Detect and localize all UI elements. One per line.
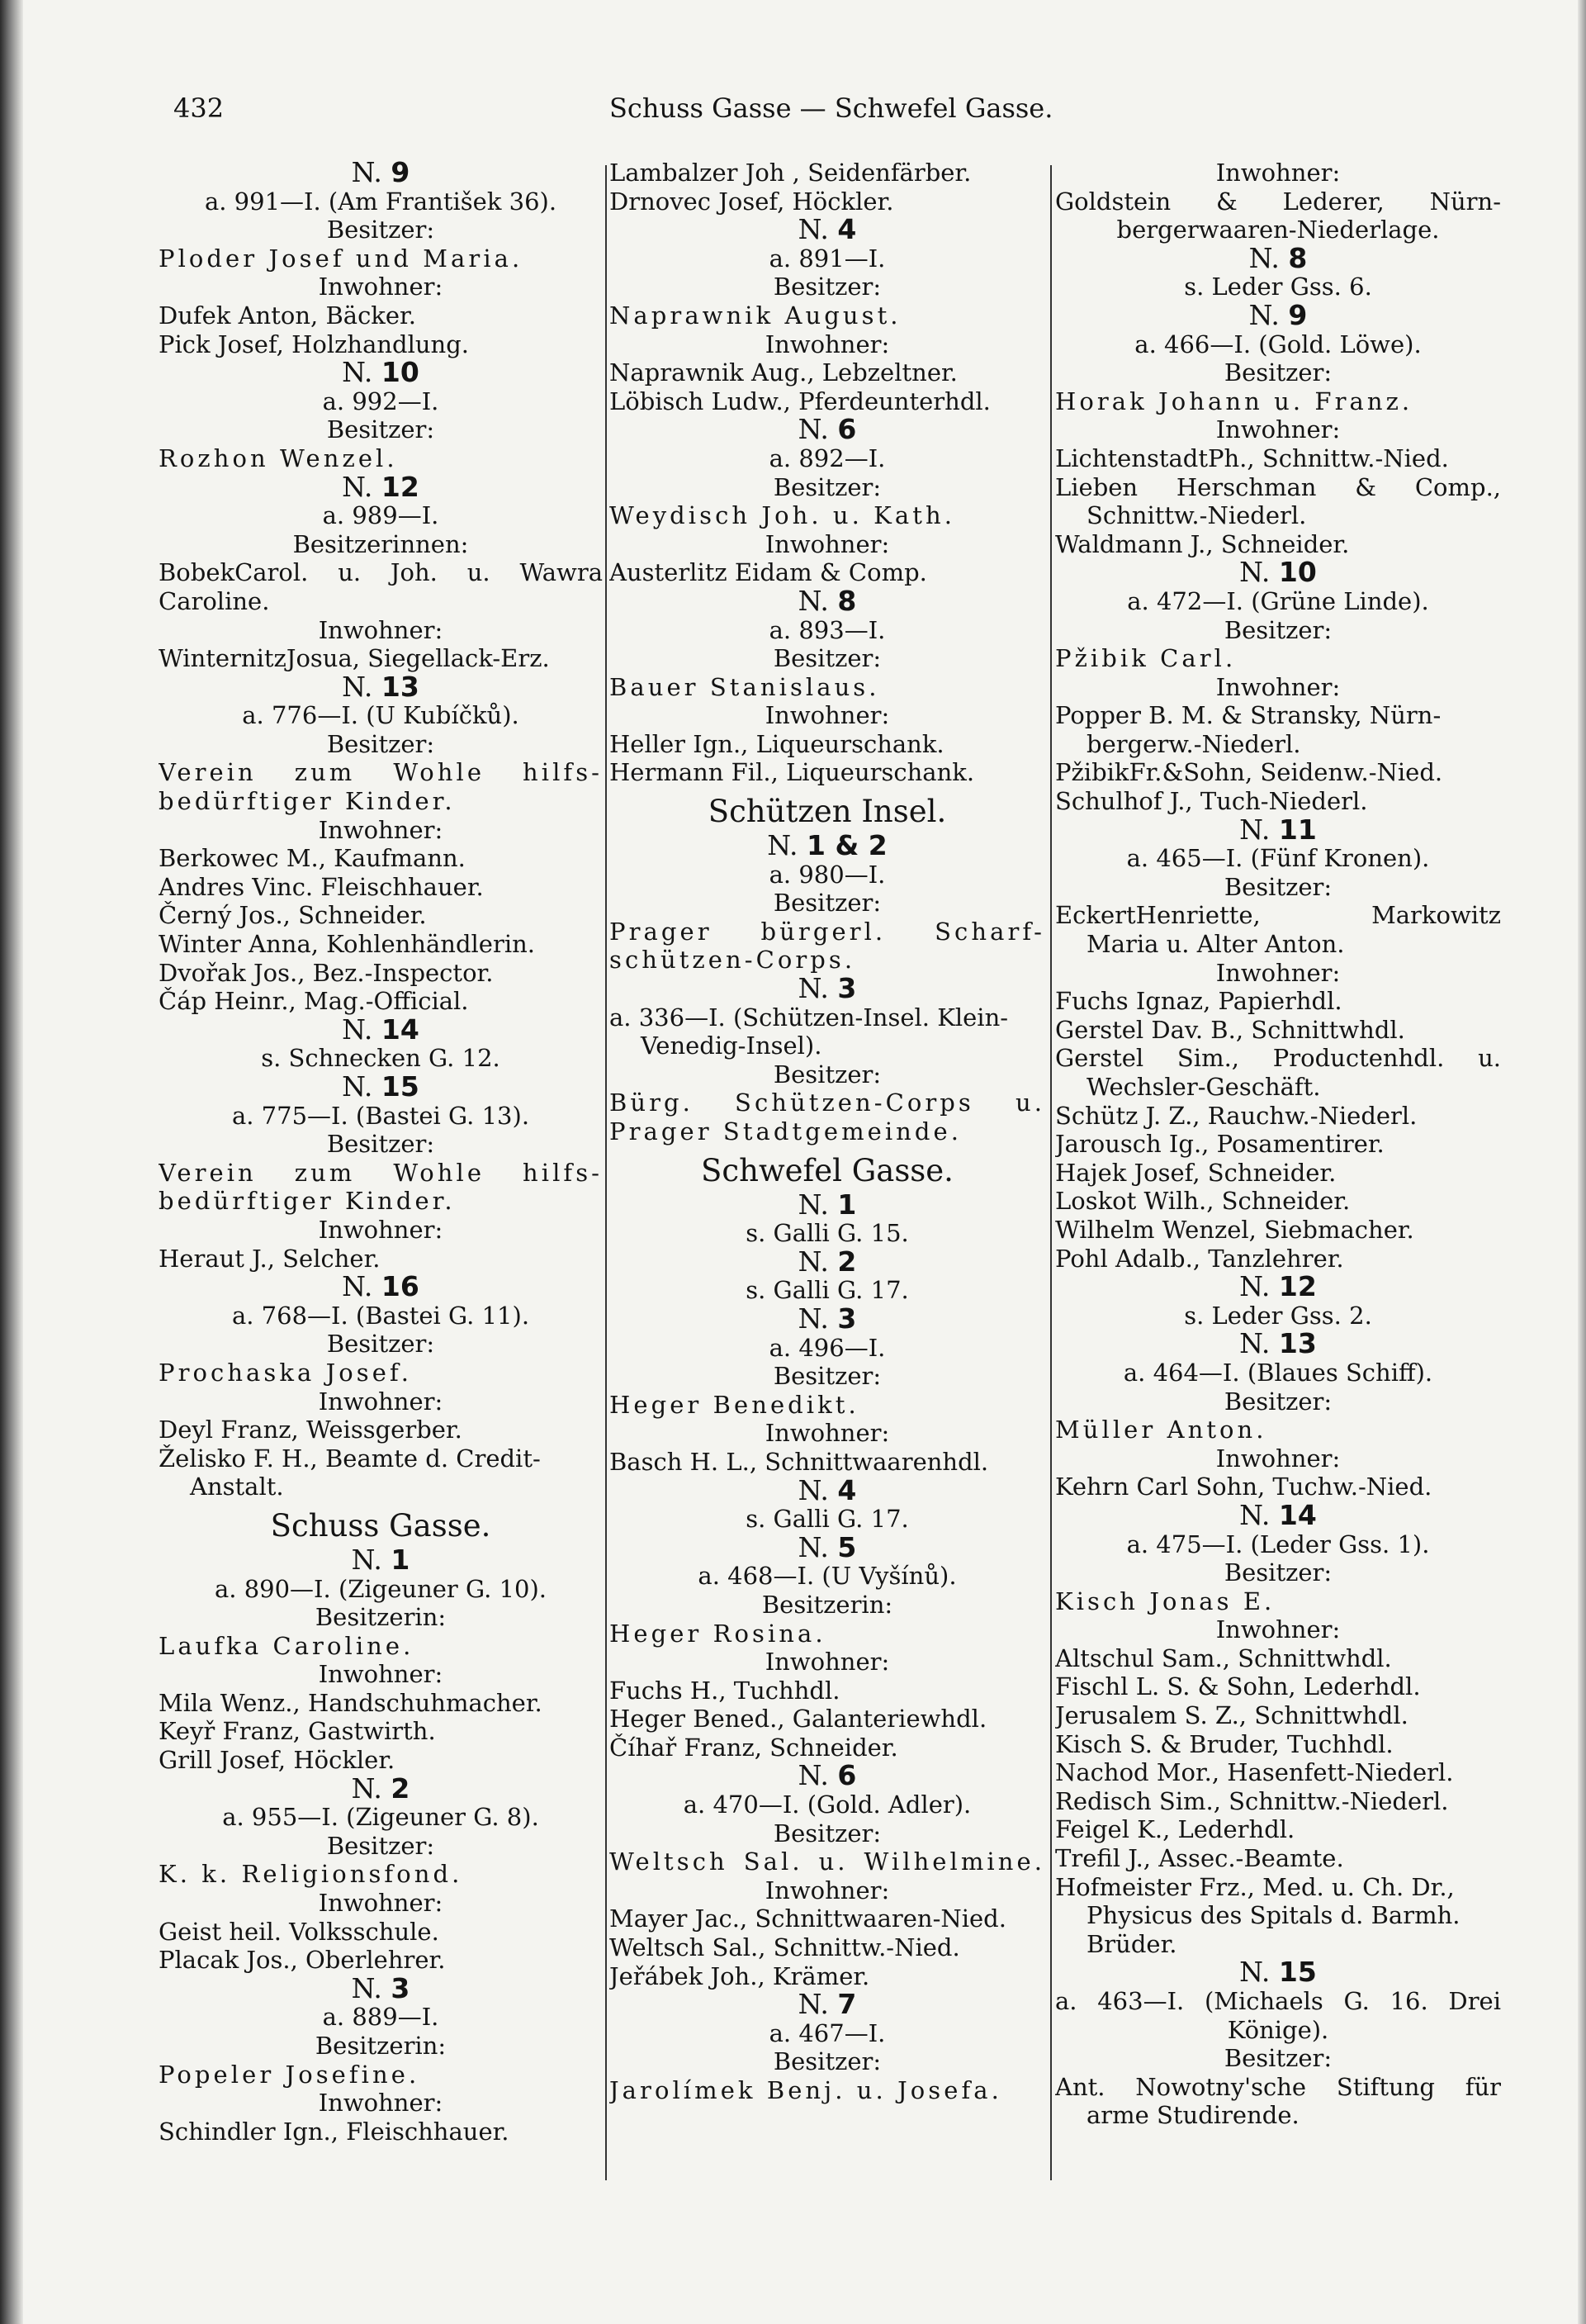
street-title: Schützen Insel. <box>708 794 947 830</box>
house-number: N. 3 <box>609 1305 1045 1334</box>
centered-line: Besitzerin: <box>315 2032 447 2060</box>
column-1 <box>159 159 603 2146</box>
owner-name: Prochaska Josef. <box>159 1358 413 1387</box>
centered-line: bergerwaaren-Niederlage. <box>1116 216 1440 244</box>
entry-line: Schindler Ign., Fleischhauer. <box>159 2117 509 2146</box>
centered-line: a. 468—I. (U Vyšínů). <box>698 1562 957 1591</box>
owner-name: Horak Johann u. Franz. <box>1055 387 1413 415</box>
owner-name: bedürftiger Kinder. <box>159 787 456 816</box>
house-number-digits: 1 <box>837 1190 857 1220</box>
centered-line: a. 775—I. (Bastei G. 13). <box>231 1101 530 1130</box>
owner-name: Weydisch Joh. u. Kath. <box>609 501 955 530</box>
centered-line: Inwohner: <box>765 330 890 358</box>
house-number-digits: 13 <box>1278 1330 1317 1359</box>
house-number-digits: 4 <box>837 216 857 244</box>
house-number: N. 6 <box>609 415 1045 444</box>
house-number: N. 1 <box>609 1191 1045 1220</box>
scan-right-edge <box>1578 0 1586 2324</box>
entry-line: Heller Ign., Liqueurschank. <box>609 729 944 758</box>
house-number: N. 16 <box>159 1273 603 1302</box>
centered-line: a. 989—I. <box>322 501 439 530</box>
house-number-digits: 1 & 2 <box>807 832 888 861</box>
centered-line: Inwohner: <box>765 529 890 558</box>
house-number: N. 11 <box>1055 816 1501 845</box>
continuation-line: bergerw.-Niederl. <box>1087 729 1301 758</box>
owner-name: Prager Stadtgemeinde. <box>609 1117 963 1145</box>
house-number: N. 1 & 2 <box>609 832 1045 861</box>
house-number: N. 5 <box>609 1534 1045 1563</box>
centered-line: Inwohner: <box>1215 958 1341 987</box>
entry-line: Jarousch Ig., Posamentirer. <box>1055 1130 1385 1159</box>
centered-line: s. Galli G. 17. <box>746 1276 909 1305</box>
centered-line: Inwohner: <box>765 1876 890 1904</box>
centered-line: Besitzer: <box>1224 2044 1333 2073</box>
centered-line: Inwohner: <box>318 615 443 644</box>
entry-line: Popper B. M. & Stransky, Nürn- <box>1055 701 1442 730</box>
entry-line: Berkowec M., Kaufmann. <box>159 844 466 873</box>
centered-line: s. Schnecken G. 12. <box>261 1044 500 1073</box>
house-number-digits: 3 <box>837 1304 857 1334</box>
centered-line: Besitzer: <box>326 1130 435 1159</box>
continuation-line: arme Studirende. <box>1087 2101 1300 2130</box>
house-number: N. 13 <box>159 673 603 702</box>
centered-line: a. 991—I. (Am František 36). <box>204 187 557 216</box>
entry-line: Hofmeister Frz., Med. u. Ch. Dr., <box>1055 1872 1455 1901</box>
centered-line: Besitzer: <box>773 472 882 501</box>
owner-name: Rozhon Wenzel. <box>159 443 398 472</box>
centered-line: Besitzer: <box>326 1831 435 1860</box>
entry-line: Waldmann J., Schneider. <box>1055 529 1350 558</box>
centered-line: a. 890—I. (Zigeuner G. 10). <box>214 1574 547 1603</box>
house-number: N. 2 <box>159 1775 603 1804</box>
centered-line: Besitzer: <box>1224 1558 1333 1587</box>
centered-line: a. 464—I. (Blaues Schiff). <box>1123 1358 1433 1387</box>
house-number: N. 15 <box>1055 1958 1501 1987</box>
centered-line: Besitzer: <box>1224 872 1333 901</box>
owner-name: Müller Anton. <box>1055 1416 1267 1444</box>
continuation-line: Physicus des Spitals d. Barmh. <box>1087 1901 1461 1930</box>
page-number: 432 <box>173 92 225 124</box>
entry-line: Mila Wenz., Handschuhmacher. <box>159 1688 542 1717</box>
owner-name: Pžibik Carl. <box>1055 644 1237 673</box>
continuation-line: Wechsler-Geschäft. <box>1087 1073 1321 1101</box>
centered-line: Besitzer: <box>773 1362 882 1391</box>
centered-line: s. Leder Gss. 2. <box>1184 1301 1372 1330</box>
centered-line: Inwohner: <box>318 1215 443 1244</box>
owner-name: Naprawnik August. <box>609 301 902 330</box>
entry-line: Naprawnik Aug., Lebzeltner. <box>609 358 958 387</box>
centered-line: Inwohner: <box>1215 1615 1341 1644</box>
running-title: Schuss Gasse — Schwefel Gasse. <box>609 92 1053 124</box>
centered-line: Besitzerinnen: <box>292 529 469 558</box>
centered-line: Inwohner: <box>318 2089 443 2118</box>
centered-line: a. 980—I. <box>769 860 886 889</box>
centered-line: a. 467—I. <box>769 2018 886 2047</box>
house-number-digits: 16 <box>381 1273 419 1302</box>
continuation-line: Schnittw.-Niederl. <box>1087 501 1307 530</box>
entry-line: Keyř Franz, Gastwirth. <box>159 1717 436 1746</box>
entry-line: Trefil J., Assec.-Beamte. <box>1055 1844 1344 1873</box>
entry-line: Geist heil. Volksschule. <box>159 1917 439 1946</box>
centered-line: Inwohner: <box>318 1660 443 1689</box>
centered-line: Inwohner: <box>1215 672 1341 701</box>
owner-name: Ploder Josef und Maria. <box>159 244 523 273</box>
entry-line: Ant. Nowotny'sche Stiftung für <box>1055 2072 1501 2101</box>
entry-line: Caroline. <box>159 586 270 615</box>
entry-line: Nachod Mor., Hasenfett-Niederl. <box>1055 1758 1454 1787</box>
centered-line: s. Galli G. 15. <box>746 1219 909 1248</box>
house-number: N. 12 <box>159 473 603 502</box>
owner-name: Popeler Josefine. <box>159 2060 420 2089</box>
house-number-digits: 7 <box>837 1990 857 2019</box>
entry-line: Jeřábek Joh., Krämer. <box>609 1961 870 1990</box>
house-number: N. 14 <box>1055 1501 1501 1530</box>
entry-line: Redisch Sim., Schnittw.-Niederl. <box>1055 1786 1449 1815</box>
entry-line: Gerstel Dav. B., Schnittwhdl. <box>1055 1015 1405 1044</box>
centered-line: Inwohner: <box>1215 1444 1341 1473</box>
centered-line: Inwohner: <box>765 1419 890 1448</box>
entry-line: Kisch S. & Bruder, Tuchhdl. <box>1055 1729 1394 1758</box>
centered-line: Könige). <box>1227 2015 1329 2044</box>
house-number: N. 2 <box>609 1248 1045 1277</box>
continuation-line: Venedig-Insel). <box>641 1032 822 1060</box>
entry-line: LichtenstadtPh., Schnittw.-Nied. <box>1055 443 1449 472</box>
continuation-line: Anstalt. <box>190 1473 284 1501</box>
house-number: N. 12 <box>1055 1273 1501 1302</box>
entry-line: Heraut J., Selcher. <box>159 1244 381 1273</box>
house-number-digits: 5 <box>837 1533 857 1563</box>
entry-line: Fuchs Ignaz, Papierhdl. <box>1055 987 1342 1016</box>
centered-line: Besitzer: <box>773 2047 882 2076</box>
house-number-digits: 15 <box>1278 1958 1317 1987</box>
centered-line: Besitzer: <box>326 216 435 244</box>
house-number: N. 8 <box>609 587 1045 616</box>
house-number-digits: 10 <box>1278 558 1317 587</box>
entry-line: Schütz J. Z., Rauchw.-Niederl. <box>1055 1101 1418 1130</box>
entry-line: Hajek Josef, Schneider. <box>1055 1158 1337 1187</box>
centered-line: Besitzer: <box>1224 358 1333 387</box>
centered-line: a. 893—I. <box>769 615 886 644</box>
house-number-digits: 14 <box>381 1015 419 1045</box>
centered-line: a. 768—I. (Bastei G. 11). <box>231 1301 530 1330</box>
entry-line: Dvořak Jos., Bez.-Inspector. <box>159 958 494 987</box>
centered-line: a. 496—I. <box>769 1333 886 1362</box>
house-number: N. 13 <box>1055 1330 1501 1359</box>
owner-name: K. k. Religionsfond. <box>159 1860 463 1889</box>
owner-name: Heger Benedikt. <box>609 1390 859 1419</box>
continuation-line: Brüder. <box>1087 1929 1177 1958</box>
entry-line: Altschul Sam., Schnittwhdl. <box>1055 1643 1392 1672</box>
house-number-digits: 14 <box>1278 1501 1317 1530</box>
centered-line: a. 470—I. (Gold. Adler). <box>683 1790 972 1819</box>
entry-line: a. 463—I. (Michaels G. 16. Drei <box>1055 1987 1501 2015</box>
house-number: N. 3 <box>159 1975 603 2004</box>
house-number-digits: 2 <box>391 1774 410 1804</box>
owner-name: Weltsch Sal. u. Wilhelmine. <box>609 1847 1045 1876</box>
entry-line: Jerusalem S. Z., Schnittwhdl. <box>1055 1701 1408 1730</box>
house-number-digits: 6 <box>837 1762 857 1791</box>
centered-line: a. 475—I. (Leder Gss. 1). <box>1126 1530 1430 1558</box>
entry-line: Lambalzer Joh , Seidenfärber. <box>609 159 972 187</box>
house-number: N. 3 <box>609 975 1045 1003</box>
centered-line: a. 992—I. <box>322 387 439 415</box>
house-number: N. 4 <box>609 216 1045 244</box>
centered-line: Inwohner: <box>765 701 890 730</box>
centered-line: Besitzer: <box>1224 1387 1333 1416</box>
owner-name: Bauer Stanislaus. <box>609 672 880 701</box>
centered-line: Besitzer: <box>773 644 882 673</box>
column-rule <box>605 165 607 2180</box>
house-number: N. 4 <box>609 1477 1045 1506</box>
entry-line: Grill Josef, Höckler. <box>159 1746 395 1775</box>
house-number-digits: 8 <box>837 586 857 616</box>
entry-line: Goldstein & Lederer, Nürn- <box>1055 187 1501 216</box>
entry-line: Loskot Wilh., Schneider. <box>1055 1187 1351 1216</box>
entry-line: Deyl Franz, Weissgerber. <box>159 1416 462 1444</box>
centered-line: Inwohner: <box>318 815 443 844</box>
entry-line: Mayer Jac., Schnittwaaren-Nied. <box>609 1904 1006 1933</box>
house-number-digits: 13 <box>381 672 419 702</box>
entry-line: BobekCarol. u. Joh. u. Wawra <box>159 558 603 587</box>
house-number-digits: 11 <box>1278 815 1317 845</box>
entry-line: Gerstel Sim., Productenhdl. u. <box>1055 1044 1501 1073</box>
scan-left-edge <box>0 0 23 2324</box>
street-title: Schwefel Gasse. <box>701 1152 954 1188</box>
centered-line: Inwohner: <box>1215 159 1341 187</box>
entry-line: Austerlitz Eidam & Comp. <box>609 558 927 587</box>
entry-line: Winter Anna, Kohlenhändlerin. <box>159 930 535 959</box>
owner-name: bedürftiger Kinder. <box>159 1187 456 1216</box>
centered-line: a. 955—I. (Zigeuner G. 8). <box>222 1803 539 1832</box>
entry-line: Dufek Anton, Bäcker. <box>159 301 416 330</box>
owner-name: Verein zum Wohle hilfs- <box>159 1158 603 1187</box>
house-number-digits: 1 <box>391 1545 410 1575</box>
entry-line: Feigel K., Lederhdl. <box>1055 1815 1295 1844</box>
column-2 <box>609 159 1045 2105</box>
house-number-digits: 6 <box>837 415 857 444</box>
entry-line: Schulhof J., Tuch-Niederl. <box>1055 787 1368 816</box>
house-number: N. 14 <box>159 1016 603 1045</box>
owner-name: Heger Rosina. <box>609 1619 826 1648</box>
centered-line: Besitzer: <box>326 415 435 444</box>
centered-line: Inwohner: <box>765 1648 890 1677</box>
house-number: N. 15 <box>159 1073 603 1102</box>
house-number: N. 6 <box>609 1762 1045 1790</box>
centered-line: Besitzer: <box>1224 615 1333 644</box>
centered-line: s. Leder Gss. 6. <box>1184 273 1372 301</box>
house-number-digits: 2 <box>837 1247 857 1277</box>
entry-line: EckertHenriette, Markowitz <box>1055 901 1501 930</box>
house-number: N. 7 <box>609 1990 1045 2019</box>
house-number-digits: 12 <box>1278 1273 1317 1302</box>
entry-line: Placak Jos., Oberlehrer. <box>159 1946 446 1975</box>
entry-line: Hermann Fil., Liqueurschank. <box>609 758 975 787</box>
house-number-digits: 8 <box>1288 244 1308 273</box>
house-number-digits: 3 <box>391 1974 410 2004</box>
entry-line: Drnovec Josef, Höckler. <box>609 187 894 216</box>
entry-line: Basch H. L., Schnittwaarenhdl. <box>609 1447 989 1476</box>
column-rule <box>1050 165 1052 2180</box>
house-number-digits: 3 <box>837 975 857 1003</box>
entry-line: Wilhelm Wenzel, Siebmacher. <box>1055 1215 1414 1244</box>
house-number: N. 9 <box>1055 301 1501 330</box>
entry-line: PžibikFr.&Sohn, Seidenw.-Nied. <box>1055 758 1443 787</box>
street-title: Schuss Gasse. <box>270 1507 491 1544</box>
entry-line: Pick Josef, Holzhandlung. <box>159 330 470 358</box>
centered-line: Besitzer: <box>773 1060 882 1088</box>
house-number-digits: 12 <box>381 472 419 502</box>
centered-line: a. 472—I. (Grüne Linde). <box>1127 586 1429 615</box>
column-3 <box>1055 159 1501 2130</box>
centered-line: Besitzerin: <box>315 1603 447 1632</box>
entry-line: a. 336—I. (Schützen-Insel. Klein- <box>609 1003 1009 1032</box>
house-number: N. 8 <box>1055 244 1501 273</box>
owner-name: Prager bürgerl. Scharf- <box>609 917 1045 946</box>
house-number: N. 9 <box>159 159 603 187</box>
centered-line: Besitzer: <box>773 273 882 301</box>
entry-line: WinternitzJosua, Siegellack-Erz. <box>159 644 550 673</box>
centered-line: Inwohner: <box>1215 415 1341 444</box>
entry-line: Löbisch Ludw., Pferdeunterhdl. <box>609 387 991 415</box>
centered-line: Inwohner: <box>318 273 443 301</box>
entry-line: Andres Vinc. Fleischhauer. <box>159 872 484 901</box>
centered-line: Besitzer: <box>773 889 882 918</box>
house-number: N. 1 <box>159 1546 603 1575</box>
centered-line: a. 465—I. (Fünf Kronen). <box>1126 844 1430 873</box>
continuation-line: Maria u. Alter Anton. <box>1087 930 1345 959</box>
centered-line: a. 889—I. <box>322 2003 439 2032</box>
house-number: N. 10 <box>159 358 603 387</box>
entry-line: Číhař Franz, Schneider. <box>609 1733 898 1762</box>
centered-line: a. 891—I. <box>769 244 886 273</box>
centered-line: Besitzerin: <box>761 1590 893 1619</box>
owner-name: Bürg. Schützen-Corps u. <box>609 1088 1045 1117</box>
entry-line: Fuchs H., Tuchhdl. <box>609 1676 840 1705</box>
centered-line: Besitzer: <box>326 729 435 758</box>
centered-line: s. Galli G. 17. <box>746 1505 909 1534</box>
house-number-digits: 4 <box>837 1476 857 1506</box>
entry-line: Heger Bened., Galanteriewhdl. <box>609 1705 987 1734</box>
centered-line: Inwohner: <box>318 1387 443 1416</box>
owner-name: Kisch Jonas E. <box>1055 1586 1276 1615</box>
centered-line: Inwohner: <box>318 1889 443 1918</box>
entry-line: Čáp Heinr., Mag.-Official. <box>159 987 469 1016</box>
entry-line: Fischl L. S. & Sohn, Lederhdl. <box>1055 1672 1421 1701</box>
owner-name: Laufka Caroline. <box>159 1631 414 1660</box>
centered-line: a. 776—I. (U Kubíčků). <box>242 701 519 730</box>
owner-name: Verein zum Wohle hilfs- <box>159 758 603 787</box>
entry-line: Želisko F. H., Beamte d. Credit- <box>159 1444 541 1473</box>
centered-line: a. 466—I. (Gold. Löwe). <box>1134 330 1422 358</box>
entry-line: Pohl Adalb., Tanzlehrer. <box>1055 1244 1344 1273</box>
entry-line: Černý Jos., Schneider. <box>159 901 427 930</box>
centered-line: Besitzer: <box>326 1330 435 1359</box>
house-number-digits: 10 <box>381 358 419 387</box>
entry-line: Weltsch Sal., Schnittw.-Nied. <box>609 1933 960 1962</box>
house-number-digits: 15 <box>381 1073 419 1102</box>
centered-line: a. 892—I. <box>769 443 886 472</box>
house-number: N. 10 <box>1055 558 1501 587</box>
owner-name: schützen-Corps. <box>609 946 856 975</box>
house-number-digits: 9 <box>1288 301 1308 330</box>
entry-line: Kehrn Carl Sohn, Tuchw.-Nied. <box>1055 1473 1432 1501</box>
centered-line: Besitzer: <box>773 1819 882 1847</box>
owner-name: Jarolímek Benj. u. Josefa. <box>609 2076 1002 2104</box>
entry-line: Lieben Herschman & Comp., <box>1055 472 1501 501</box>
house-number-digits: 9 <box>391 159 410 187</box>
